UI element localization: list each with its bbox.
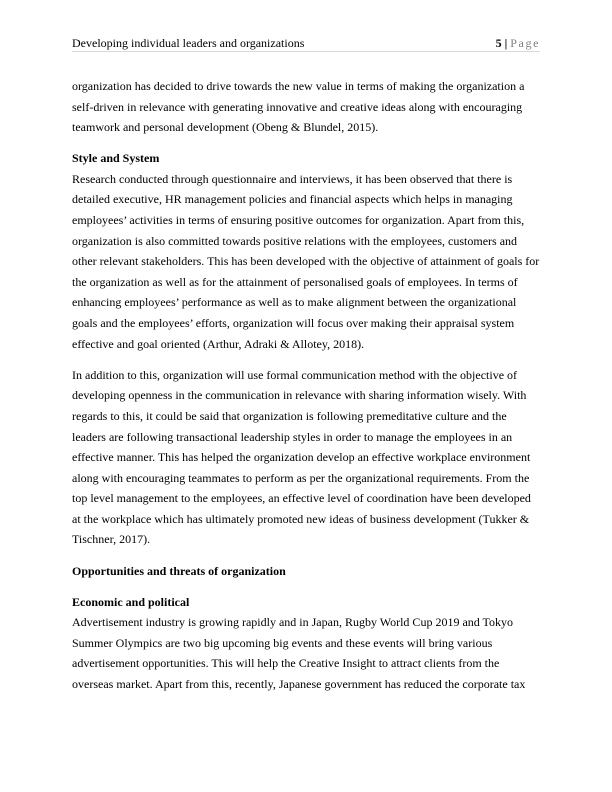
page-separator: | [501,36,511,50]
text-line: regards to this, it could be said that organization is following premeditative culture and the [72,408,507,423]
heading-economic-political: Economic and political [72,594,190,609]
page-label: Page [510,36,540,50]
text-line: other relevant stakeholders. This has been developed with the objective of attainment of goals for [72,254,540,269]
paragraph-intro [72,76,540,138]
text-line: Research conducted through questionnaire and interviews, it has been observed that there is [72,171,513,186]
page-header [72,35,540,52]
page-number: 5 [495,36,502,50]
text-line: goals and the employees’ efforts, organization will focus over making their appraisal system [72,316,515,331]
text-line: along with encouraging teammates to perform as per the organizational requirements. From the [72,470,530,485]
text-line: Advertisement industry is growing rapidly and in Japan, Rugby World Cup 2019 and Tokyo [72,615,514,630]
section-economic-political [72,592,540,695]
text-line: effective and goal oriented (Arthur, Adraki & Allotey, 2018). [72,336,365,351]
text-line: employees’ activities in terms of ensuring positive outcomes for organization. Apart from this, [72,213,525,228]
text-line: teamwork and personal development (Obeng & Blundel, 2015). [72,120,379,135]
header-title: Developing individual leaders and organizations [72,36,305,50]
heading-style-and-system: Style and System [72,151,160,166]
text-line: organization has decided to drive towards the new value in terms of making the organization a [72,79,525,93]
text-line: top level management to the employees, an effective level of coordination have been developed [72,491,531,506]
section-style-and-system [72,148,540,354]
paragraph-communication [72,365,540,550]
text-line: self-driven in relevance with generating innovative and creative ideas along with encouraging [72,99,523,114]
text-line: In addition to this, organization will use formal communication method with the objective of [72,367,518,382]
heading-opportunities-threats: Opportunities and threats of organization [72,563,286,578]
text-line: leaders are following transactional leadership styles in order to manage the employees in an [72,429,513,444]
text-line: the organization as well as for the attainment of personalised goals of employees. In terms of [72,274,518,289]
text-line: Summer Olympics are two big upcoming big events and these events will bring various [72,635,493,650]
document-body [72,76,540,705]
text-line: Tischner, 2017). [72,532,151,547]
header-page-indicator [496,35,540,51]
text-line: detailed executive, HR management policies and financial aspects which helps in managing [72,192,513,207]
text-line: organization is also committed towards positive relations with the employees, customers and [72,233,518,248]
text-line: effective manner. This has helped the organization develop an effective workplace environment [72,450,531,465]
text-line: advertisement opportunities. This will help the Creative Insight to attract clients from the [72,656,500,671]
text-line: overseas market. Apart from this, recently, Japanese government has reduced the corporate tax [72,677,526,692]
text-line: developing openness in the communication in relevance with sharing information wisely. With [72,388,527,403]
text-line: enhancing employees’ performance as well as to make alignment between the organizational [72,295,517,310]
text-line: at the workplace which has ultimately promoted new ideas of business development (Tukker & [72,511,530,526]
